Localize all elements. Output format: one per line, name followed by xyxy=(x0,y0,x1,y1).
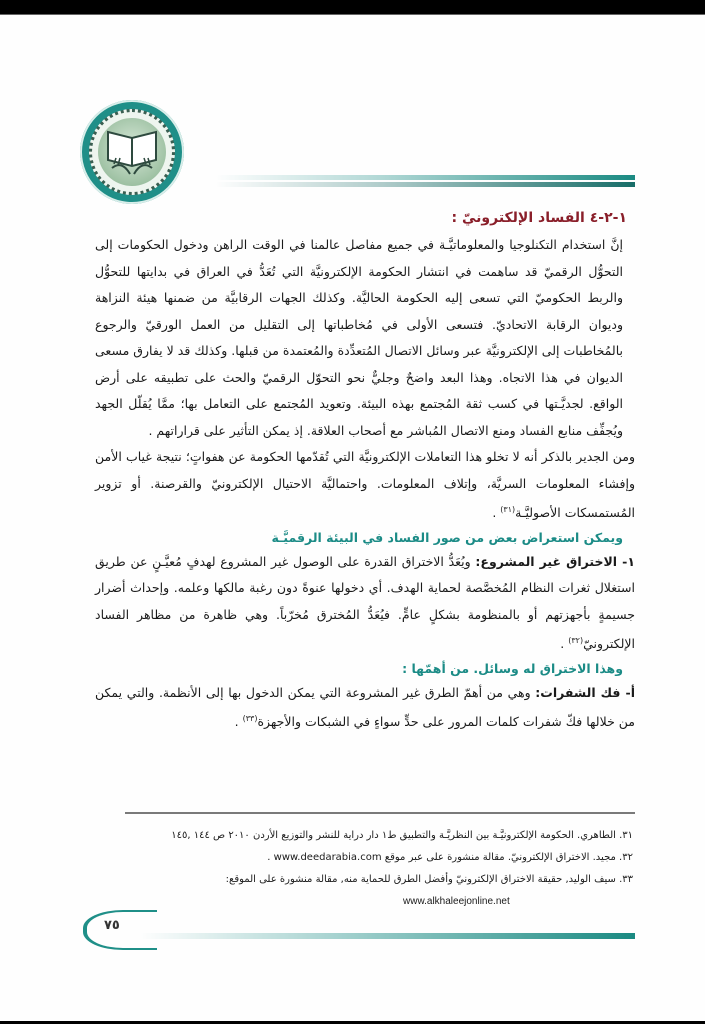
subheading-corruption-forms: ويمكن استعراض بعض من صور الفساد في البيئة الرقميَّـة xyxy=(271,529,623,545)
footnotes xyxy=(73,825,633,913)
footnote-32: ٣٢. مجيد. الاختراق الإلكترونيّ. مقالة منشورة على عبر موقع www.deedarabia.com . xyxy=(267,852,633,863)
paragraph-2: ومن الجدير بالذكر أنه لا تخلو هذا التعاملات الإلكترونيَّة التي تُقدّمها الحكومة عن هفواتٍ؛ نتيجة غياب الأمن وإفشاء المعلومات السريَّة، وإتلاف المعلومات. واحتماليَّة الاحتيال الإلكترونيّ والقرصنة. أو تزوير المُستمسكات الأصوليَّـة$^{(٣١)}$ . xyxy=(95,449,635,521)
item-label: أ- فك الشفرات: xyxy=(535,684,635,700)
item-text: وهي من أهمّ الطرق غير المشروعة التي يمكن الدخول بها إلى الأنظمة. والتي يمكن من خلالها فكّ شفرات كلمات المرور على حدٍّ سواءٍ في الشبكات والأجهزة xyxy=(95,684,635,730)
list-item-illegal-hacking: ١- الاختراق غير المشروع: ويُعَدُّ الاختراق القدرة على الوصول غير المشروع لهدفٍ مُعيَّـنٍ عن طريق استغلال ثغرات النظام المُخصَّصة لحماية الهدف. أي دخولها عنوةً دون رغبة مالكها وعلمه. وإحداث أضرار جسيمةٍ بأجهزتهم أو بالمنظومة بشكلٍ عامٍّ. فيُعَدُّ المُخترق مُخرّباً. وهي ظاهرة من مظاهر الفساد الإلكترونيّ$^{(٣٢)}$ . xyxy=(95,553,635,652)
section-title: ١-٢-٤ الفساد الإلكترونيّ : xyxy=(451,210,627,226)
footnote-ref-33[interactable]: (٣٣) xyxy=(242,714,258,724)
footnote-33-url[interactable]: www.alkhaleejonline.net xyxy=(403,896,510,907)
paragraph-2-text: ومن الجدير بالذكر أنه لا تخلو هذا التعاملات الإلكترونيَّة التي تُقدّمها الحكومة عن هفواتٍ؛ نتيجة غياب الأمن وإفشاء المعلومات السريَّة، وإتلاف المعلومات. واحتماليَّة الاحتيال الإلكترونيّ والقرصنة. أو تزوير المُستمسكات الأصوليَّـة xyxy=(95,449,635,521)
book-icon xyxy=(102,124,162,180)
list-item-code-cracking: أ- فك الشفرات: وهي من أهمّ الطرق غير المشروعة التي يمكن الدخول بها إلى الأنظمة. والتي يمكن من خلالها فكّ شفرات كلمات المرور على حدٍّ سواءٍ في الشبكات والأجهزة$^{(٣٣)}$ . xyxy=(95,684,635,730)
footnote-divider xyxy=(125,812,635,814)
footnote-ref-32[interactable]: (٣٢) xyxy=(568,636,584,646)
footer-rule xyxy=(140,933,635,939)
footnote-31: ٣١. الطاهري. الحكومة الإلكترونيَّـة بين النظريَّـة والتطبيق ط١ دار دراية للنشر والتوزيع الأردن ٢٠١٠ ص ١٤٤ ,١٤٥ xyxy=(171,830,633,841)
header-rule xyxy=(215,175,635,189)
subheading-hacking-methods: وهذا الاختراق له وسائل. من أهمّها : xyxy=(402,660,623,676)
document-body xyxy=(95,210,635,736)
footnote-ref-31[interactable]: (٣١) xyxy=(500,505,516,514)
item-text: ويُعَدُّ الاختراق القدرة على الوصول غير المشروع لهدفٍ مُعيَّـنٍ عن طريق استغلال ثغرات النظام المُخصَّصة لحماية الهدف. أي دخولها عنوةً دون رغبة مالكها وعلمه. وإحداث أضرار جسيمةٍ بأجهزتهم أو بالمنظومة بشكلٍ عامٍّ. فيُعَدُّ المُخترق مُخرّباً. وهي ظاهرة من مظاهر الفساد الإلكترونيّ xyxy=(95,553,635,652)
top-black-bar xyxy=(0,0,705,15)
footnote-33: ٣٣. سيف الوليد, حقيقة الاختراق الإلكترونيّ وأفضل الطرق للحماية منه, مقالة منشورة على الموقع: xyxy=(225,874,633,885)
open-book-emblem-icon xyxy=(80,100,184,204)
page-number-arc-icon xyxy=(83,910,157,950)
page-number: ٧٥ xyxy=(104,918,120,933)
item-label: ١- الاختراق غير المشروع: xyxy=(475,553,635,569)
paragraph-1: إنَّ استخدام التكنلوجيا والمعلوماتيَّـة في جميع مفاصل عالمنا في الوقت الراهن ودخول الحكومات إلى التحوُّل الرقميّ قد ساهمت في انتشار الحكومة الإلكترونيَّة التي تُعَدُّ في العراق في بدايتها للتحوُّل والربط الحكوميّ التي تسعى إليه الحكومة الحاليَّة. وكذلك الجهات الرقابيَّة من ضمنها هيئة النزاهة وديوان الرقابة الاتحاديّ. فتسعى الأولى في مُخاطباتها إلى التقليل من العمل الورقيّ والرجوع بالمُخاطبات إلى الإلكترونيَّة عبر وسائل الاتصال المُتعدِّدة والمُعتمدة من قبلها. وكذلك قد لا يفارق مسعى الديوان في هذا الاتجاه. وهذا البعد واضحٌ وجليٌّ نحو التحوّل الرقميّ والحث على تطبيقه على أرض الواقع. لجديَّـتها في كسب ثقة المُجتمع بهذه البيئة. وتعويد المُجتمع على التعامل بها؛ ممَّا يُقلّل الجهد ويُجفِّف منابع الفساد ومنع الاتصال المُباشر مع أصحاب العلاقة. إذ يمكن التأثير على قراراتهم . xyxy=(95,237,623,438)
